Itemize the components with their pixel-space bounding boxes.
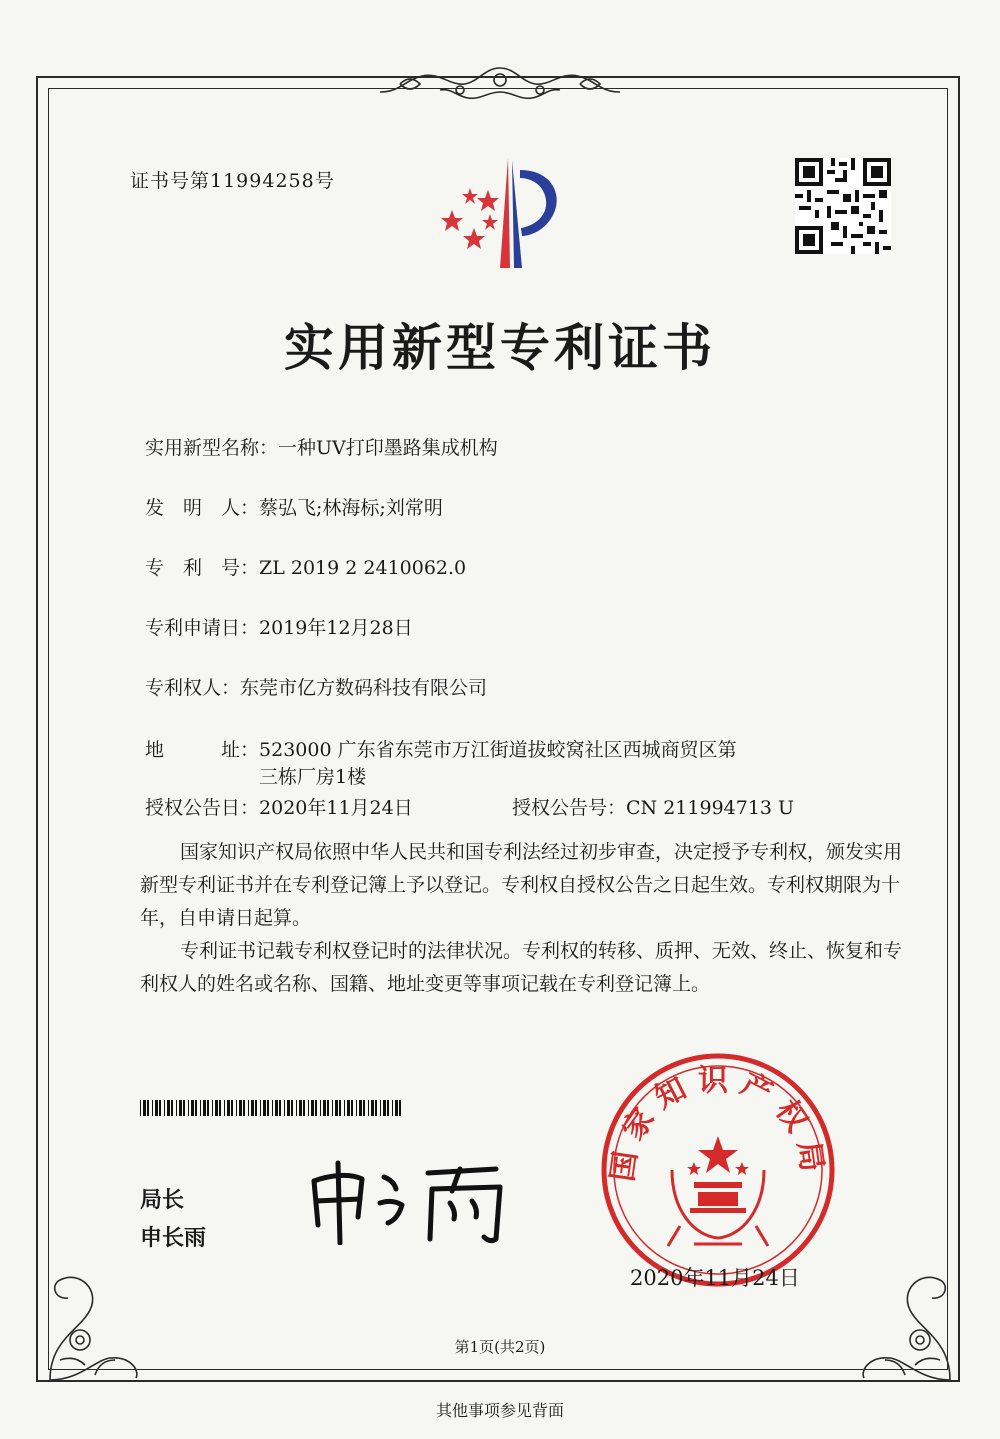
field-grant-date-value: 2020年11月24日: [259, 797, 413, 819]
field-address-value-line2: 三栋厂房1楼: [259, 766, 367, 788]
paragraph-1-line-3: 年，自申请日起算。: [140, 907, 312, 929]
corner-ornament-right-icon: [840, 1240, 960, 1390]
field-patent-no: [145, 553, 466, 580]
field-address-label: 地 址：: [145, 739, 260, 761]
signature-icon: [300, 1155, 520, 1245]
corner-ornament-left-icon: [40, 1240, 160, 1390]
director-title: 局长: [140, 1188, 185, 1213]
barcode-icon: [140, 1100, 405, 1116]
field-grant-date-label: 授权公告日：: [145, 797, 260, 819]
field-patentee-value: 东莞市亿方数码科技有限公司: [240, 677, 488, 699]
field-patentee-label: 专利权人：: [145, 677, 241, 699]
field-address: [145, 735, 737, 762]
field-patentee: [145, 673, 487, 700]
paragraph-1-line-2: 新型专利证书并在专利登记簿上予以登记。专利权自授权公告之日起生效。专利权期限为十: [140, 874, 901, 896]
paragraph-2-line-1: 专利证书记载专利权登记时的法律状况。专利权的转移、质押、无效、终止、恢复和专: [180, 940, 903, 962]
field-filing-date-value: 2019年12月28日: [259, 617, 413, 639]
field-inventor-value: 蔡弘飞;林海标;刘常明: [259, 497, 443, 519]
field-grant-no-value: CN 211994713 U: [626, 797, 795, 819]
cnipa-logo-icon: [430, 150, 570, 270]
field-filing-date: [145, 613, 413, 640]
field-filing-date-label: 专利申请日：: [145, 617, 260, 639]
paragraph-2-line-2: 利权人的姓名或名称、国籍、地址变更等事项记载在专利登记簿上。: [140, 973, 711, 995]
director-name: 申长雨: [140, 1226, 207, 1251]
svg-text:国家知识产权局: 国家知识产权局: [605, 1063, 831, 1184]
field-patent-no-label: 专 利 号：: [145, 557, 260, 579]
seal-date: 2020年11月24日: [630, 1266, 800, 1290]
field-grant-date: [145, 793, 413, 820]
certificate-number: 证书号第11994258号: [130, 170, 335, 192]
qr-code-icon: [795, 158, 891, 254]
field-grant-no-label: 授权公告号：: [512, 797, 627, 819]
field-address-value-line1: 523000 广东省东莞市万江街道拔蛟窝社区西城商贸区第: [259, 739, 737, 761]
field-patent-no-value: ZL 2019 2 2410062.0: [259, 557, 467, 579]
field-name: [145, 433, 498, 460]
official-seal-icon: [598, 1050, 838, 1290]
back-note: 其他事项参见背面: [435, 1401, 564, 1420]
field-address-line2: [259, 762, 366, 789]
field-name-label: 实用新型名称：: [145, 437, 279, 459]
page-title: 实用新型专利证书: [284, 319, 716, 377]
paragraph-1-line-1: 国家知识产权局依照中华人民共和国专利法经过初步审查，决定授予专利权，颁发实用: [180, 841, 903, 863]
field-inventor-label: 发 明 人：: [145, 497, 260, 519]
field-inventor: [145, 493, 443, 520]
top-ornament-icon: [360, 62, 640, 106]
page-number: 第1页(共2页): [454, 1338, 546, 1356]
field-grant-no: [512, 793, 794, 820]
field-name-value: 一种UV打印墨路集成机构: [278, 437, 498, 459]
